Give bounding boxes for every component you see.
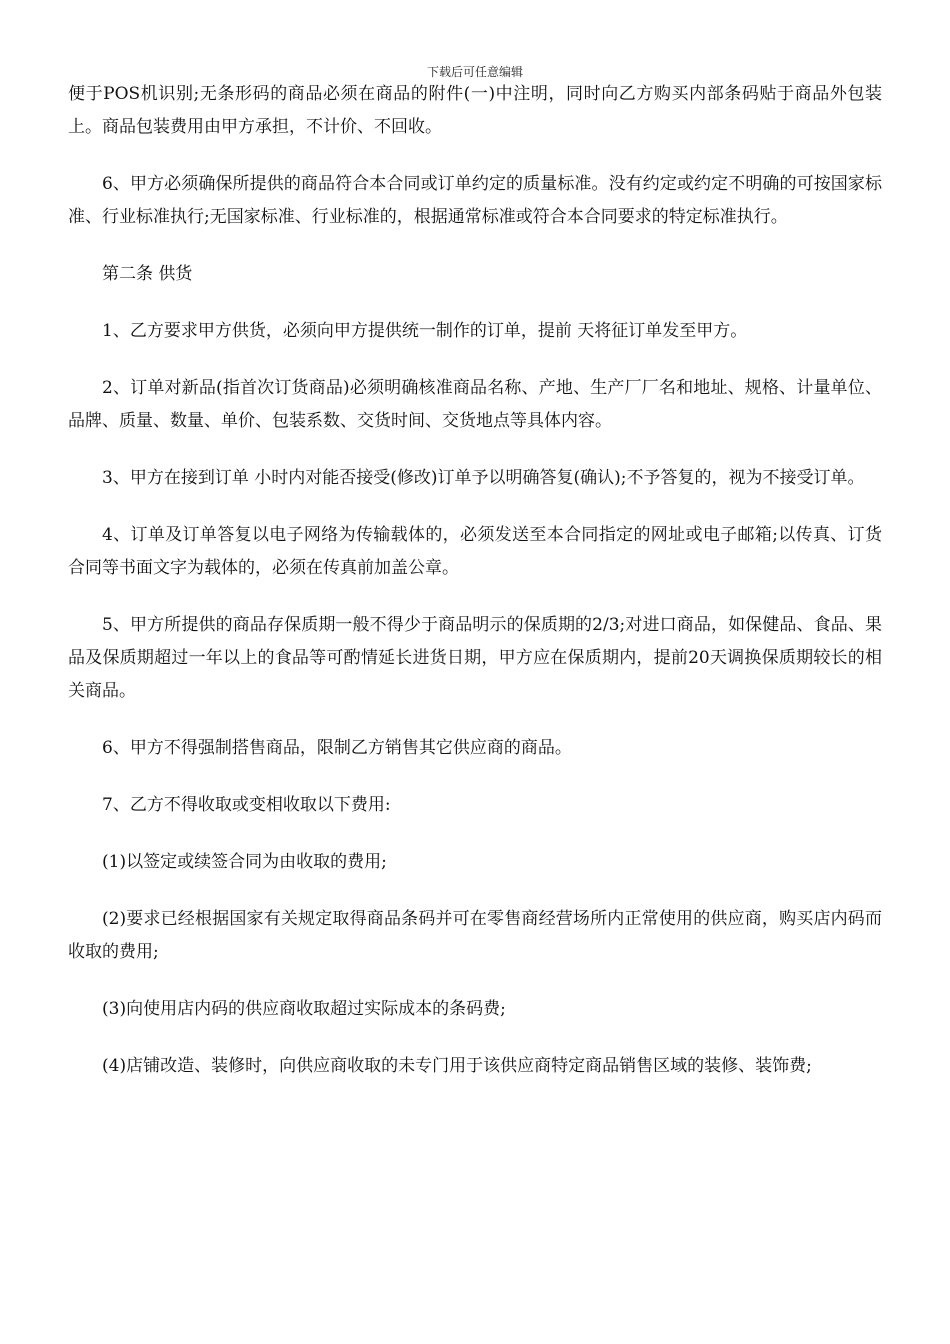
paragraph-supply-order: 1、乙方要求甲方供货，必须向甲方提供统一制作的订单，提前 天将征订单发至甲方。	[102, 321, 748, 341]
paragraph-no-bundling: 6、甲方不得强制搭售商品，限制乙方销售其它供应商的商品。	[102, 738, 572, 758]
paragraph-order-medium: 4、订单及订单答复以电子网络为传输载体的，必须发送至本合同指定的网址或电子邮箱;以传真、订货合同等书面文字为载体的，必须在传真前加盖公章。	[68, 525, 882, 578]
paragraph-shelf-life: 5、甲方所提供的商品存保质期一般不得少于商品明示的保质期的2/3;对进口商品，如保健品、食品、果品及保质期超过一年以上的食品等可酌情延长进货日期，甲方应在保质期内，提前20天调换保质期较长的相关商品。	[68, 615, 882, 701]
paragraph-fee-item-4: (4)店铺改造、装修时，向供应商收取的未专门用于该供应商特定商品销售区域的装修、装饰费;	[102, 1056, 812, 1076]
paragraph-packaging-continuation: 便于POS机识别;无条形码的商品必须在商品的附件(一)中注明，同时向乙方购买内部条码贴于商品外包装上。商品包装费用由甲方承担，不计价、不回收。	[68, 84, 882, 137]
header-note: 下载后可任意编辑	[426, 65, 523, 79]
paragraph-fee-item-3: (3)向使用店内码的供应商收取超过实际成本的条码费;	[102, 999, 506, 1019]
paragraph-order-reply: 3、甲方在接到订单 小时内对能否接受(修改)订单予以明确答复(确认);不予答复的，视为不接受订单。	[102, 468, 865, 488]
paragraph-fees-intro: 7、乙方不得收取或变相收取以下费用:	[102, 795, 391, 815]
paragraph-fee-item-2: (2)要求已经根据国家有关规定取得商品条码并可在零售商经营场所内正常使用的供应商，购买店内码而收取的费用;	[68, 909, 882, 962]
paragraph-quality-standard: 6、甲方必须确保所提供的商品符合本合同或订单约定的质量标准。没有约定或约定不明确的可按国家标准、行业标准执行;无国家标准、行业标准的，根据通常标准或符合本合同要求的特定标准执行。	[68, 174, 882, 227]
section-heading-supply: 第二条 供货	[102, 264, 193, 284]
paragraph-fee-item-1: (1)以签定或续签合同为由收取的费用;	[102, 852, 387, 872]
paragraph-new-product-order: 2、订单对新品(指首次订货商品)必须明确核准商品名称、产地、生产厂厂名和地址、规格、计量单位、品牌、质量、数量、单价、包装系数、交货时间、交货地点等具体内容。	[68, 378, 882, 431]
document-body	[68, 78, 882, 1107]
